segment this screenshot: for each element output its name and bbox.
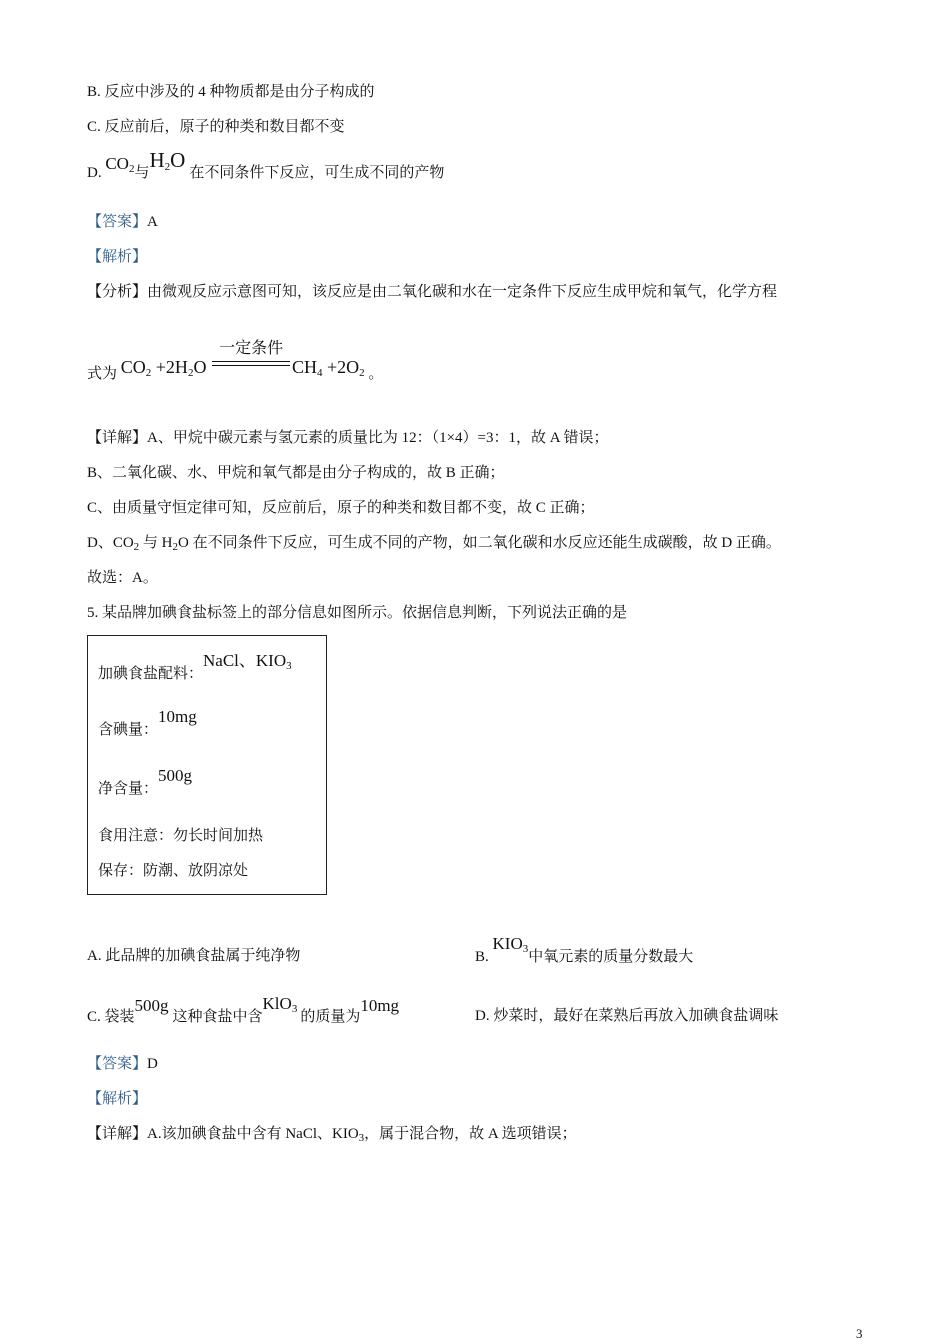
reaction-arrow <box>212 337 290 378</box>
label-iodine: 含碘量：10mg <box>98 707 197 738</box>
q5-option-d: D. 炒菜时，最好在菜熟后再放入加碘食盐调味 <box>475 1008 779 1024</box>
salt-label-box <box>87 635 327 895</box>
page-number: 3 <box>856 1326 863 1341</box>
analysis-text: 【分析】由微观反应示意图可知，该反应是由二氧化碳和水在一定条件下反应生成甲烷和氧气，化学方程 <box>87 284 778 300</box>
q5-answer-value: D <box>147 1056 158 1072</box>
answer-line <box>87 212 158 232</box>
answer-tag: 【答案】 <box>87 214 148 230</box>
conclusion: 故选：A。 <box>87 570 158 586</box>
detail-c: C、由质量守恒定律可知，反应前后，原子的种类和数目都不变，故 C 正确； <box>87 500 595 516</box>
equation-line: 式为 $CO_2 +2H_2O$ 一定条件 $CH_4 +2O_2$ 。 <box>87 337 384 382</box>
q5-answer-line <box>87 1054 158 1074</box>
q5-answer-tag: 【答案】 <box>87 1056 148 1072</box>
label-ingredients: 加碘食盐配料：NaCl、$KIO_3$ <box>98 651 292 682</box>
analysis-tag: 【解析】 <box>87 249 148 265</box>
option-b: B. 反应中涉及的 4 种物质都是由分子构成的 <box>87 84 375 100</box>
detail-a: 【详解】A、甲烷中碳元素与氢元素的质量比为 12：（1×4）=3：1，故 A 错误； <box>87 430 609 446</box>
reaction-condition: 一定条件 <box>219 337 284 357</box>
question-5-stem: 5. 某品牌加碘食盐标签上的部分信息如图所示。依据信息判断，下列说法正确的是 <box>87 605 628 621</box>
q5-option-b: B. $KIO_3$中氧元素的质量分数最大 <box>475 934 694 965</box>
detail-b: B、二氧化碳、水、甲烷和氧气都是由分子构成的，故 B 正确； <box>87 465 505 481</box>
q5-option-a: A. 此品牌的加碘食盐属于纯净物 <box>87 948 301 964</box>
label-note: 食用注意：勿长时间加热 <box>98 828 264 844</box>
q5-analysis-tag: 【解析】 <box>87 1091 148 1107</box>
option-c: C. 反应前后，原子的种类和数目都不变 <box>87 119 345 135</box>
q5-option-c: C. 袋装500g这种食盐中含KlO$_3$ 的质量为10mg <box>87 994 400 1025</box>
answer-value: A <box>147 214 158 230</box>
option-d: D. $CO_2$与$H_2O$在不同条件下反应，可生成不同的产物 <box>87 148 445 181</box>
q5-detail-a: 【详解】A.该加碘食盐中含有 NaCl、$KIO_3$，属于混合物，故 A 选项错误； <box>87 1126 577 1144</box>
label-storage: 保存：防潮、放阴凉处 <box>98 863 249 879</box>
detail-d: D、$CO_2$ 与 $H_2O$ 在不同条件下反应，可生成不同的产物，如二氧化碳和水反应还能生成碳酸，故 D 正确。 <box>87 535 781 553</box>
label-net: 净含量：500g <box>98 766 193 797</box>
